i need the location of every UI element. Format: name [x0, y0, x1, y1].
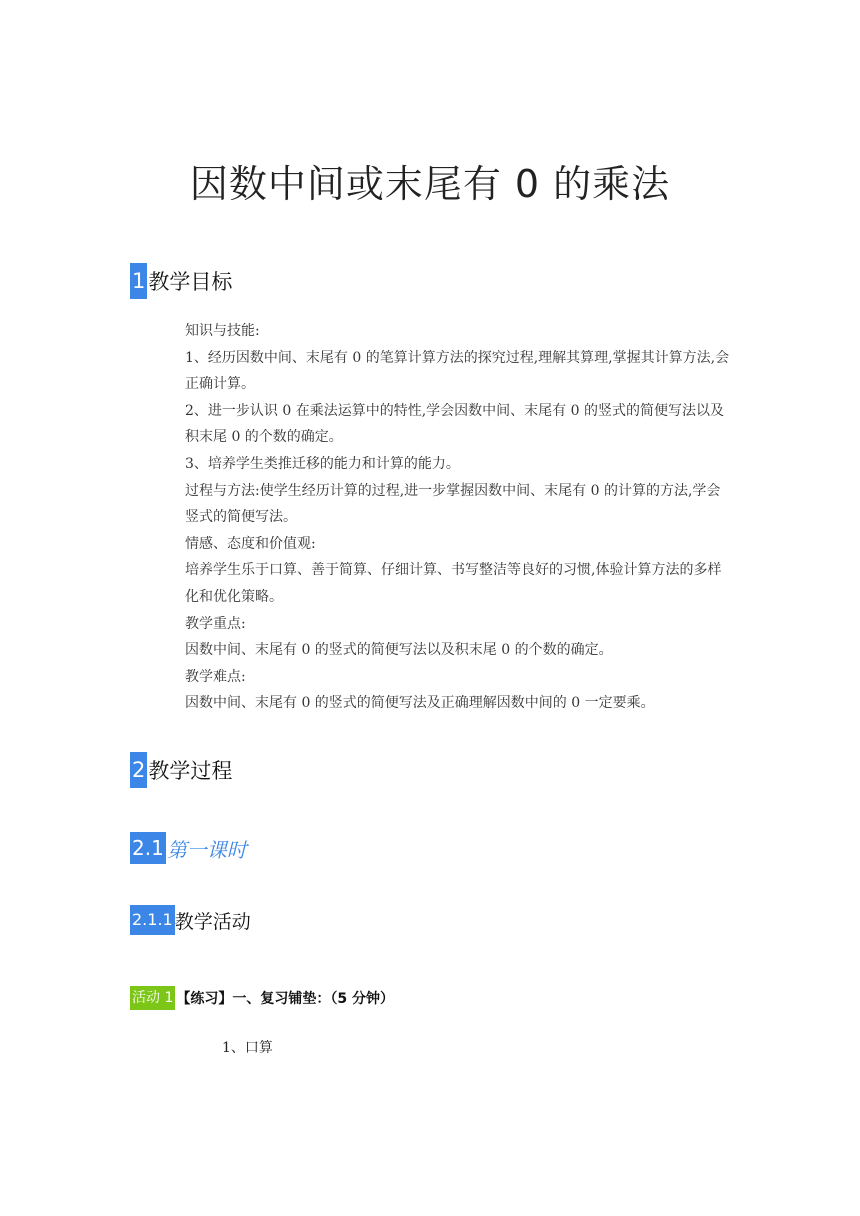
section-number: 2: [130, 752, 147, 788]
section-number: 2.1.1: [130, 905, 175, 935]
subsection-heading-2-1: [130, 832, 247, 864]
section-label: 教学目标: [148, 270, 233, 294]
paragraph: 教学重点:: [185, 615, 246, 632]
section-number: 1: [130, 263, 147, 299]
paragraph: 知识与技能:: [185, 323, 260, 339]
activity-heading: [130, 986, 394, 1010]
section-label: 第一课时: [166, 837, 247, 862]
document-title: 因数中间或末尾有 0 的乘法: [189, 162, 671, 206]
paragraph: 2、进一步认识 0 在乘法运算中的特性,学会因数中间、末尾有 0 的竖式的简便写法以及积末尾 0 的个数的确定。: [185, 402, 724, 446]
paragraph: 培养学生乐于口算、善于简算、仔细计算、书写整洁等良好的习惯,体验计算方法的多样化和优化策略。: [185, 562, 722, 605]
paragraph: 因数中间、末尾有 0 的竖式的简便写法及正确理解因数中间的 0 一定要乘。: [185, 695, 655, 712]
paragraph: 3、培养学生类推迁移的能力和计算的能力。: [185, 455, 460, 472]
objectives-body: [185, 318, 731, 717]
section-label: 教学活动: [174, 910, 251, 933]
list-item: 1、口算: [222, 1040, 273, 1056]
paragraph: 情感、态度和价值观:: [185, 535, 316, 552]
section-heading-1: [130, 263, 232, 299]
paragraph: 1、经历因数中间、末尾有 0 的笔算计算方法的探究过程,理解其算理,掌握其计算方法,会正确计算。: [185, 349, 730, 393]
activity-text: 【练习】一、复习铺垫：（5 分钟）: [176, 991, 394, 1007]
section-label: 教学过程: [148, 759, 233, 783]
paragraph: 教学难点:: [185, 668, 246, 685]
section-heading-2: [130, 752, 232, 788]
section-number: 2.1: [130, 832, 166, 864]
paragraph: 因数中间、末尾有 0 的竖式的简便写法以及积末尾 0 的个数的确定。: [185, 642, 613, 659]
activity-tag: 活动 1: [130, 986, 175, 1010]
paragraph: 过程与方法:使学生经历计算的过程,进一步掌握因数中间、末尾有 0 的计算的方法,学会竖式的简便写法。: [185, 482, 721, 526]
subsection-heading-2-1-1: [130, 905, 251, 935]
